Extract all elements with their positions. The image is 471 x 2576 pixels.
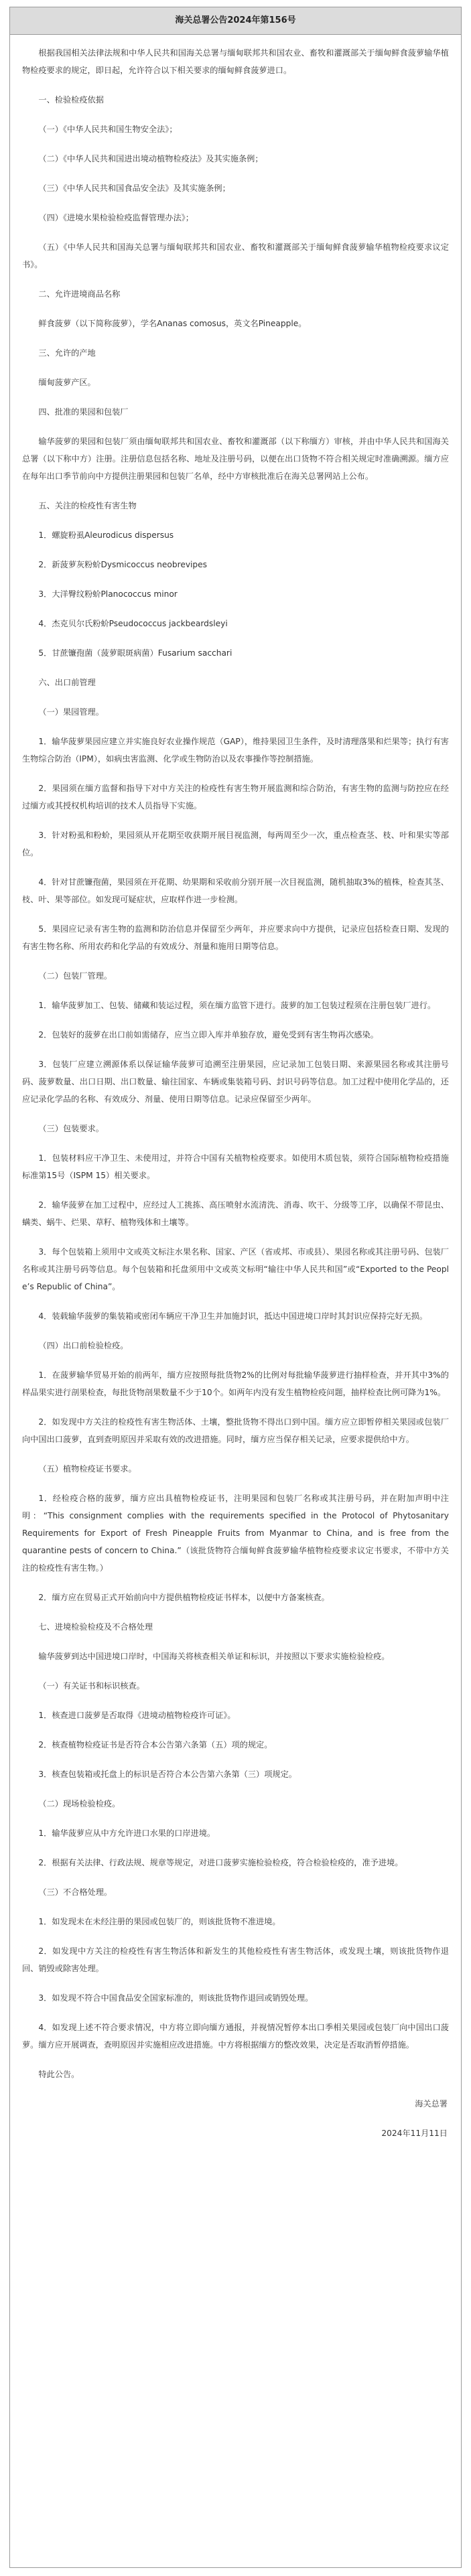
paragraph: 缅甸菠萝产区。 [38,378,96,387]
paragraph: 4．杰克贝尔氏粉蚧Pseudococcus jackbeardsleyi [38,619,228,628]
paragraph: （五）《中华人民共和国海关总署与缅甸联邦共和国农业、畜牧和灌溉部关于缅甸鲜食菠萝输华植物检疫要求议定书》。 [22,242,449,269]
paragraph: （二）包装厂管理。 [38,971,113,981]
paragraph: （三）《中华人民共和国食品安全法》及其实施条例； [38,184,230,193]
paragraph: 六、出口前管理 [38,678,96,687]
signature-org: 海关总署 [415,2099,448,2108]
paragraph: 1．在菠萝输华贸易开始的前两年，缅方应按照每批货物2%的比例对每批输华菠萝进行抽样检查，并开其中3%的样品果实进行剖果检查，每批货物剖果数量不少于10个。如两年内没有发生植物检疫问题，抽样检查比例可降为1%。 [22,1370,449,1397]
announcement-document [9,7,462,2568]
paragraph: 2．缅方应在贸易正式开始前向中方提供植物检疫证书样本，以便中方备案核查。 [38,1593,330,1602]
paragraph: 3．针对粉虱和粉蚧，果园须从开花期至收获期开展目视监测，每两周至少一次，重点检查茎、枝、叶和果实等部位。 [22,831,449,857]
paragraph: 七、进境检验检疫及不合格处理 [38,1622,153,1632]
paragraph: 根据我国相关法律法规和中华人民共和国海关总署与缅甸联邦共和国农业、畜牧和灌溉部关于缅甸鲜食菠萝输华植物检疫要求的规定，即日起，允许符合以下相关要求的缅甸鲜食菠萝进口。 [22,48,449,75]
paragraph: 1．如发现未在未经注册的果园或包装厂的，则该批货物不准进境。 [38,1917,281,1926]
paragraph: 4．如发现上述不符合要求情况，中方将立即向缅方通报，并视情况暂停本出口季相关果园或包装厂向中国出口菠萝。缅方应开展调查，查明原因并实施相应改进措施。中方将根据缅方的整改效果，决定是否取消暂停措施。 [22,2023,449,2050]
paragraph: （一）果园管理。 [38,707,104,717]
paragraph: 5．果园应记录有害生物的监测和防治信息并保留至少两年，并应要求向中方提供，记录应包括检查日期、发现的有害生物名称、所用农药和化学品的有效成分、剂量和施用日期等信息。 [22,924,449,951]
paragraph: 2．如发现中方关注的检疫性有害生物活体、土壤，整批货物不得出口到中国。缅方应立即暂停相关果园或包装厂向中国出口菠萝，直到查明原因并采取有效的改进措施。同时，缅方应当保存相关记录，应要求提供给中方。 [22,1417,449,1444]
paragraph: 四、批准的果园和包装厂 [38,407,129,417]
paragraph: （三）包装要求。 [38,1124,104,1133]
announcement-title-bar [10,7,461,35]
paragraph: 1．输华菠萝应从中方允许进口水果的口岸进境。 [38,1829,216,1838]
paragraph: 3．如发现不符合中国食品安全国家标准的，则该批货物作退回或销毁处理。 [38,1993,314,2003]
paragraph: 1．核查进口菠萝是否取得《进境动植物检疫许可证》。 [38,1711,236,1720]
paragraph: （三）不合格处理。 [38,1887,113,1897]
paragraph: （二）《中华人民共和国进出境动植物检疫法》及其实施条例； [38,154,263,163]
paragraph: （四）《进境水果检验检疫监督管理办法》； [38,213,194,222]
paragraph: 2．如发现中方关注的检疫性有害生物活体和新发生的其他检疫性有害生物活体，或发现土壤，则该批货物作退回、销毁或除害处理。 [22,1946,449,1973]
paragraph: 输华菠萝的果园和包装厂须由缅甸联邦共和国农业、畜牧和灌溉部（以下称缅方）审核，并由中华人民共和国海关总署（以下称中方）注册。注册信息包括名称、地址及注册号码，以便在出口货物不符合相关规定时准确溯源。缅方应在每年出口季节前向中方提供注册果园和包装厂名单，经中方审核批准后在海关总署网站上公布。 [22,437,449,481]
paragraph: 1．螺旋粉虱Aleurodicus dispersus [38,530,174,540]
paragraph: 1．经检疫合格的菠萝，缅方应出具植物检疫证书，注明果园和包装厂名称或其注册号码，并在附加声明中注明：“This consignment complies with the requirements specified in the Protocol of Phytosanitary Requirements for Export of Fresh Pineapple Fruits from Myanmar to China, and is free from the quarantine pests of concern to China.”（该批货物符合缅甸鲜食菠萝输华植物检疫要求议定书要求，不带中方关注的检疫性有害生物。） [22,1494,449,1573]
paragraph: 1．输华菠萝加工、包装、储藏和装运过程，须在缅方监管下进行。菠萝的加工包装过程须在注册包装厂进行。 [38,1001,436,1010]
paragraph: 二、允许进境商品名称 [38,289,121,299]
paragraph: 3．大洋臀纹粉蚧Planococcus minor [38,589,178,599]
paragraph: （二）现场检验检疫。 [38,1799,121,1808]
paragraph: （一）《中华人民共和国生物安全法》； [38,125,178,134]
paragraph: 4．装载输华菠萝的集装箱或密闭车辆应干净卫生并加施封识，抵达中国进境口岸时其封识应保持完好无损。 [38,1311,427,1321]
paragraph: 2．根据有关法律、行政法规、规章等规定，对进口菠萝实施检验检疫，符合检验检疫的，准予进境。 [38,1858,403,1867]
paragraph: 一、检验检疫依据 [38,95,104,104]
announcement-body [10,35,461,2142]
paragraph: 3．每个包装箱上须用中文或英文标注水果名称、国家、产区（省或邦、市或县）、果园名称或其注册号码、包装厂名称或其注册号码等信息。每个包装箱和托盘须用中文或英文标明“输往中华人民共和国”或“Exported to the People’s Republic of China”。 [22,1247,449,1291]
signature-date: 2024年11月11日 [381,2129,448,2138]
paragraph: 五、关注的检疫性有害生物 [38,501,137,510]
paragraph: 特此公告。 [38,2070,80,2079]
paragraph: 1．包装材料应干净卫生、未使用过，并符合中国有关植物检疫要求。如使用木质包装，须符合国际植物检疫措施标准第15号（ISPM 15）相关要求。 [22,1153,449,1180]
paragraph: 输华菠萝到达中国进境口岸时，中国海关将核查相关单证和标识，并按照以下要求实施检验检疫。 [38,1652,390,1661]
paragraph: （四）出口前检验检疫。 [38,1341,129,1350]
paragraph: 4．针对甘蔗镰孢菌，果园须在开花期、幼果期和采收前分别开展一次目视监测，随机抽取3%的植株，检查其茎、枝、叶、果等部位。如发现可疑症状，应取样作进一步检测。 [22,877,449,904]
paragraph: 2．输华菠萝在加工过程中，应经过人工挑拣、高压喷射水流清洗、消毒、吹干、分级等工序，以确保不带昆虫、螨类、蜗牛、烂果、草籽、植物残体和土壤等。 [22,1200,449,1227]
paragraph: 3．包装厂应建立溯源体系以保证输华菠萝可追溯至注册果园，应记录加工包装日期、来源果园名称或其注册号码、菠萝数量、出口日期、出口数量、输往国家、车辆或集装箱号码、封识号码等信息。加工过程中使用化学品的，还应记录化学品的名称、有效成分、剂量、使用日期等信息。记录应保留至少两年。 [22,1060,449,1104]
paragraph: 1．输华菠萝果园应建立并实施良好农业操作规范（GAP），维持果园卫生条件，及时清理落果和烂果等；执行有害生物综合防治（IPM），如病虫害监测、化学或生物防治以及农事操作等控制措施。 [22,737,449,764]
paragraph: 鲜食菠萝（以下简称菠萝），学名Ananas comosus，英文名Pineapple。 [38,319,307,328]
paragraph: （五）植物检疫证书要求。 [38,1464,137,1474]
paragraph: 2．果园须在缅方监督和指导下对中方关注的检疫性有害生物开展监测和综合防治，有害生物的监测与防控应在经过缅方或其授权机构培训的技术人员指导下实施。 [22,784,449,810]
paragraph: 5．甘蔗镰孢菌（菠萝眼斑病菌）Fusarium sacchari [38,648,232,658]
paragraph: 2．新菠萝灰粉蚧Dysmicoccus neobrevipes [38,560,208,569]
paragraph: 2．包装好的菠萝在出口前如需储存，应当立即入库并单独存放，避免受到有害生物再次感染。 [38,1030,379,1040]
paragraph: （一）有关证书和标识核查。 [38,1681,145,1691]
paragraph: 2．核查植物检疫证书是否符合本公告第六条第（五）项的规定。 [38,1740,273,1749]
announcement-title: 海关总署公告2024年第156号 [175,15,296,25]
paragraph: 三、允许的产地 [38,348,96,358]
paragraph: 3．核查包装箱或托盘上的标识是否符合本公告第六条第（三）项规定。 [38,1770,297,1779]
